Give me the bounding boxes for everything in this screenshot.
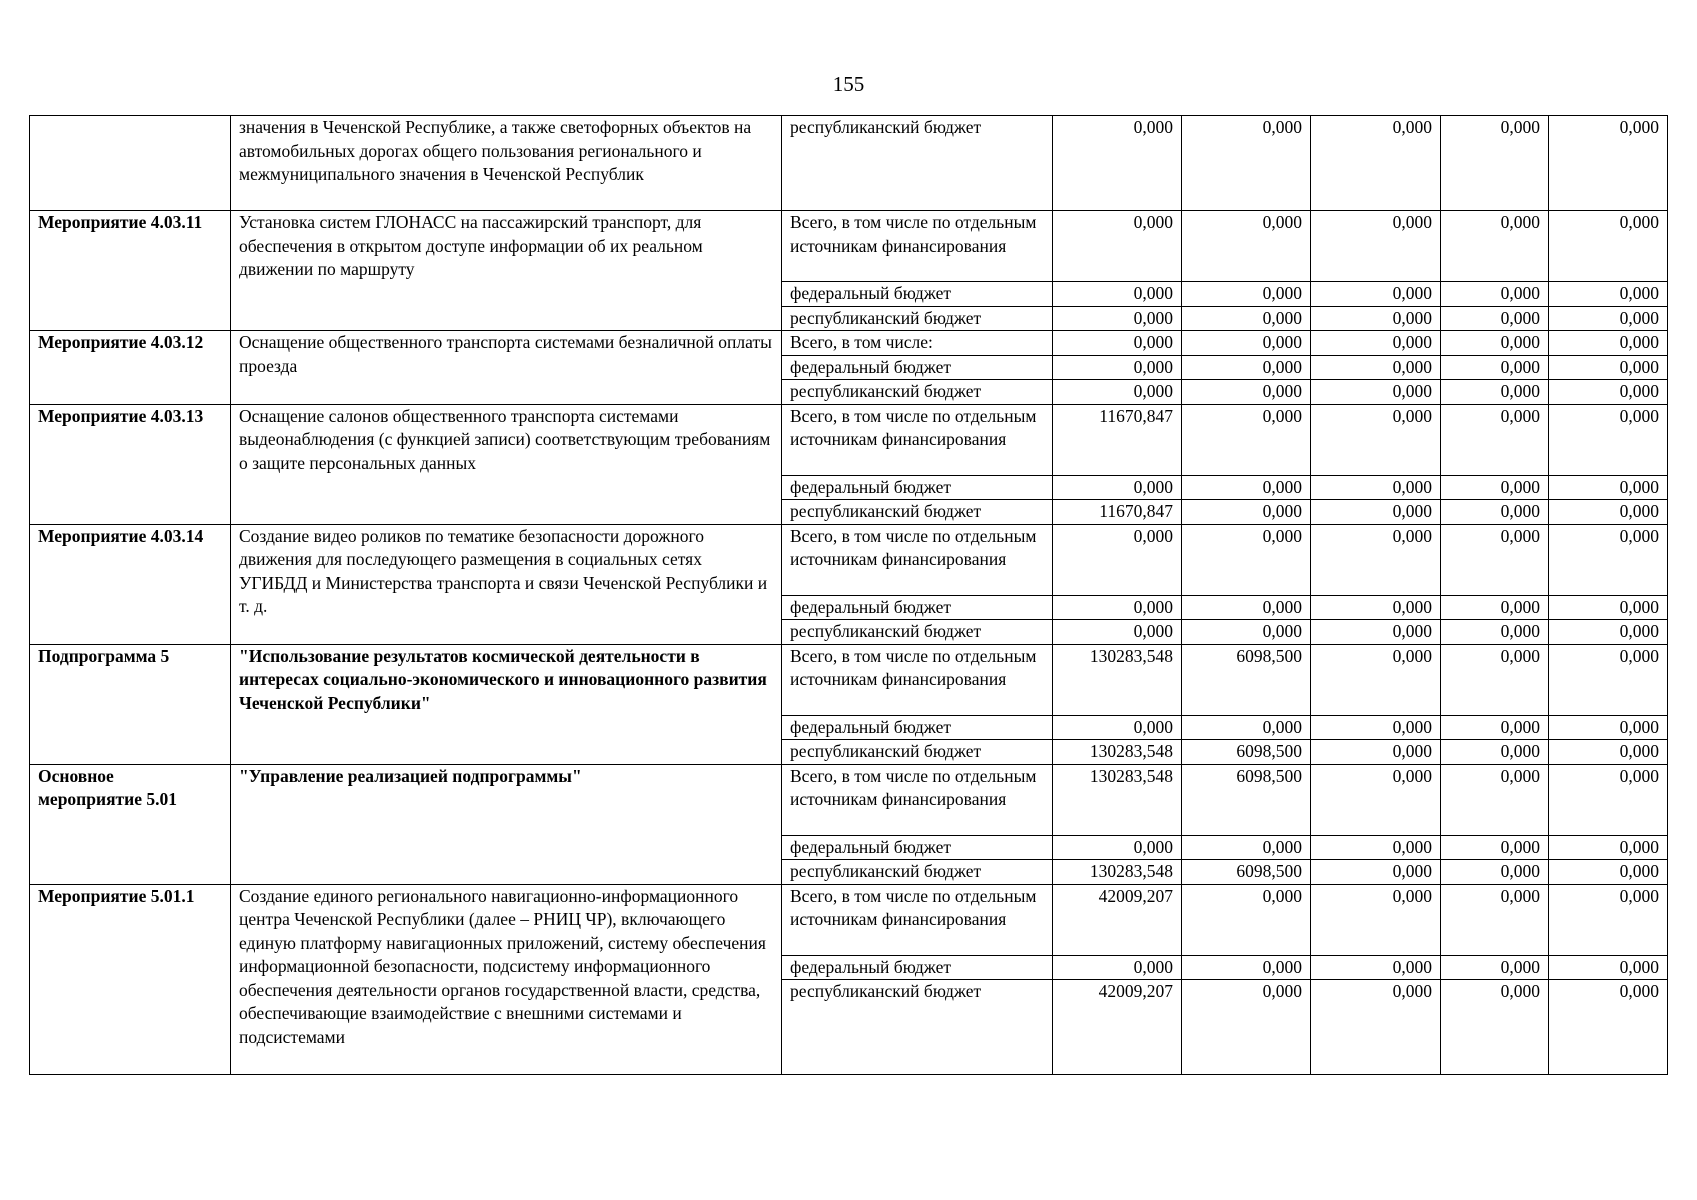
amount-cell: 0,000 [1549,860,1668,885]
amount-cell: 0,000 [1549,955,1668,980]
amount-cell: 6098,500 [1182,644,1311,715]
amount-cell: 0,000 [1441,595,1549,620]
amount-cell: 0,000 [1441,282,1549,307]
amount-cell: 6098,500 [1182,740,1311,765]
amount-cell: 0,000 [1311,980,1441,1075]
amount-cell: 0,000 [1549,380,1668,405]
activity-code: Основное мероприятие 5.01 [30,764,231,884]
amount-cell: 0,000 [1441,860,1549,885]
amount-cell: 0,000 [1441,955,1549,980]
amount-cell: 0,000 [1441,764,1549,835]
activity-name: Создание видео роликов по тематике безопасности дорожного движения для последующего размещения в социальных сетях УГИБДД и Министерства транспорта и связи Чеченской Республики и т. д. [231,524,782,644]
activity-name: Установка систем ГЛОНАСС на пассажирский транспорт, для обеспечения в открытом доступе информации об их реальном движении по маршруту [231,211,782,331]
amount-cell: 0,000 [1441,620,1549,645]
amount-cell: 6098,500 [1182,860,1311,885]
amount-cell: 0,000 [1311,500,1441,525]
amount-cell: 0,000 [1549,740,1668,765]
amount-cell: 0,000 [1182,380,1311,405]
activity-code [30,116,231,211]
amount-cell: 0,000 [1311,620,1441,645]
table-row [30,331,1668,356]
budget-table [29,115,1668,1075]
amount-cell: 0,000 [1182,955,1311,980]
activity-name: значения в Чеченской Республике, а также светофорных объектов на автомобильных дорогах общего пользования регионального и межмуниципального значения в Чеченской Республик [231,116,782,211]
table-row [30,404,1668,475]
amount-cell: 0,000 [1311,404,1441,475]
amount-cell: 0,000 [1182,620,1311,645]
amount-cell: 0,000 [1549,524,1668,595]
funding-source: Всего, в том числе по отдельным источникам финансирования [782,884,1053,955]
funding-source: Всего, в том числе: [782,331,1053,356]
funding-source: республиканский бюджет [782,380,1053,405]
activity-code: Мероприятие 4.03.14 [30,524,231,644]
amount-cell: 0,000 [1053,715,1182,740]
funding-source: федеральный бюджет [782,955,1053,980]
amount-cell: 0,000 [1441,116,1549,211]
amount-cell: 42009,207 [1053,980,1182,1075]
amount-cell: 0,000 [1549,306,1668,331]
amount-cell: 0,000 [1549,475,1668,500]
table-row [30,116,1668,211]
amount-cell: 0,000 [1549,764,1668,835]
funding-source: республиканский бюджет [782,980,1053,1075]
amount-cell: 0,000 [1311,475,1441,500]
amount-cell: 11670,847 [1053,404,1182,475]
activity-code: Мероприятие 4.03.13 [30,404,231,524]
amount-cell: 0,000 [1311,524,1441,595]
amount-cell: 0,000 [1182,524,1311,595]
activity-code: Мероприятие 5.01.1 [30,884,231,1075]
amount-cell: 0,000 [1053,331,1182,356]
amount-cell: 0,000 [1441,380,1549,405]
amount-cell: 0,000 [1311,715,1441,740]
page-number: 155 [832,72,865,96]
activity-code: Подпрограмма 5 [30,644,231,764]
amount-cell: 130283,548 [1053,860,1182,885]
amount-cell: 0,000 [1182,884,1311,955]
funding-source: республиканский бюджет [782,116,1053,211]
amount-cell: 0,000 [1441,475,1549,500]
amount-cell: 0,000 [1441,500,1549,525]
amount-cell: 0,000 [1182,500,1311,525]
amount-cell: 0,000 [1549,715,1668,740]
amount-cell: 0,000 [1182,980,1311,1075]
amount-cell: 0,000 [1182,306,1311,331]
amount-cell: 0,000 [1549,980,1668,1075]
amount-cell: 0,000 [1311,595,1441,620]
amount-cell: 0,000 [1053,595,1182,620]
amount-cell: 0,000 [1182,211,1311,282]
activity-code: Мероприятие 4.03.12 [30,331,231,405]
amount-cell: 0,000 [1053,524,1182,595]
amount-cell: 0,000 [1182,116,1311,211]
amount-cell: 0,000 [1441,211,1549,282]
amount-cell: 0,000 [1182,595,1311,620]
table-row [30,211,1668,282]
activity-name: "Использование результатов космической деятельности в интересах социально-экономического и инновационного развития Чеченской Республики" [231,644,782,764]
amount-cell: 0,000 [1053,475,1182,500]
table-row [30,644,1668,715]
amount-cell: 0,000 [1549,620,1668,645]
table-row [30,884,1668,955]
funding-source: Всего, в том числе по отдельным источникам финансирования [782,644,1053,715]
amount-cell: 0,000 [1182,282,1311,307]
amount-cell: 0,000 [1311,380,1441,405]
amount-cell: 0,000 [1549,404,1668,475]
amount-cell: 0,000 [1311,211,1441,282]
funding-source: федеральный бюджет [782,715,1053,740]
funding-source: Всего, в том числе по отдельным источникам финансирования [782,764,1053,835]
amount-cell: 0,000 [1053,211,1182,282]
amount-cell: 0,000 [1182,331,1311,356]
amount-cell: 0,000 [1441,835,1549,860]
amount-cell: 0,000 [1182,355,1311,380]
funding-source: Всего, в том числе по отдельным источникам финансирования [782,524,1053,595]
amount-cell: 0,000 [1311,644,1441,715]
amount-cell: 130283,548 [1053,740,1182,765]
activity-name: Создание единого регионального навигационно-информационного центра Чеченской Республики (далее – РНИЦ ЧР), включающего единую платформу навигационных приложений, систему обеспечения информационной безопасности, подсистему информационного обеспечения деятельности органов государственной власти, средства, обеспечивающие взаимодействие с внешними системами и подсистемами [231,884,782,1075]
funding-source: республиканский бюджет [782,306,1053,331]
funding-source: федеральный бюджет [782,835,1053,860]
amount-cell: 0,000 [1311,282,1441,307]
amount-cell: 0,000 [1053,355,1182,380]
amount-cell: 0,000 [1311,955,1441,980]
amount-cell: 0,000 [1549,116,1668,211]
amount-cell: 130283,548 [1053,764,1182,835]
amount-cell: 0,000 [1053,282,1182,307]
amount-cell: 0,000 [1182,835,1311,860]
amount-cell: 0,000 [1441,740,1549,765]
amount-cell: 0,000 [1053,306,1182,331]
amount-cell: 0,000 [1441,884,1549,955]
amount-cell: 0,000 [1182,475,1311,500]
amount-cell: 0,000 [1311,331,1441,356]
amount-cell: 0,000 [1441,306,1549,331]
funding-source: Всего, в том числе по отдельным источникам финансирования [782,211,1053,282]
amount-cell: 0,000 [1549,355,1668,380]
funding-source: федеральный бюджет [782,282,1053,307]
amount-cell: 0,000 [1311,355,1441,380]
amount-cell: 0,000 [1549,884,1668,955]
amount-cell: 0,000 [1441,644,1549,715]
funding-source: республиканский бюджет [782,620,1053,645]
amount-cell: 42009,207 [1053,884,1182,955]
funding-source: республиканский бюджет [782,860,1053,885]
amount-cell: 11670,847 [1053,500,1182,525]
amount-cell: 0,000 [1311,835,1441,860]
amount-cell: 0,000 [1311,764,1441,835]
amount-cell: 0,000 [1311,306,1441,331]
amount-cell: 0,000 [1311,860,1441,885]
activity-code: Мероприятие 4.03.11 [30,211,231,331]
amount-cell: 0,000 [1053,116,1182,211]
amount-cell: 0,000 [1311,884,1441,955]
funding-source: республиканский бюджет [782,500,1053,525]
funding-source: федеральный бюджет [782,595,1053,620]
amount-cell: 0,000 [1549,211,1668,282]
funding-source: федеральный бюджет [782,475,1053,500]
amount-cell: 0,000 [1549,835,1668,860]
activity-name: "Управление реализацией подпрограммы" [231,764,782,884]
amount-cell: 0,000 [1053,380,1182,405]
amount-cell: 0,000 [1549,595,1668,620]
amount-cell: 0,000 [1549,331,1668,356]
activity-name: Оснащение общественного транспорта системами безналичной оплаты проезда [231,331,782,405]
amount-cell: 0,000 [1441,980,1549,1075]
amount-cell: 0,000 [1311,740,1441,765]
amount-cell: 0,000 [1441,404,1549,475]
table-row [30,764,1668,835]
amount-cell: 0,000 [1182,715,1311,740]
funding-source: Всего, в том числе по отдельным источникам финансирования [782,404,1053,475]
amount-cell: 0,000 [1549,282,1668,307]
amount-cell: 0,000 [1549,644,1668,715]
amount-cell: 0,000 [1441,524,1549,595]
amount-cell: 0,000 [1053,835,1182,860]
funding-source: федеральный бюджет [782,355,1053,380]
funding-source: республиканский бюджет [782,740,1053,765]
table-row [30,524,1668,595]
activity-name: Оснащение салонов общественного транспорта системами выдеонаблюдения (с функцией записи) соответствующим требованиям о защите персональных данных [231,404,782,524]
amount-cell: 0,000 [1549,500,1668,525]
amount-cell: 6098,500 [1182,764,1311,835]
amount-cell: 0,000 [1311,116,1441,211]
amount-cell: 130283,548 [1053,644,1182,715]
amount-cell: 0,000 [1053,955,1182,980]
amount-cell: 0,000 [1441,715,1549,740]
amount-cell: 0,000 [1053,620,1182,645]
amount-cell: 0,000 [1182,404,1311,475]
amount-cell: 0,000 [1441,355,1549,380]
amount-cell: 0,000 [1441,331,1549,356]
